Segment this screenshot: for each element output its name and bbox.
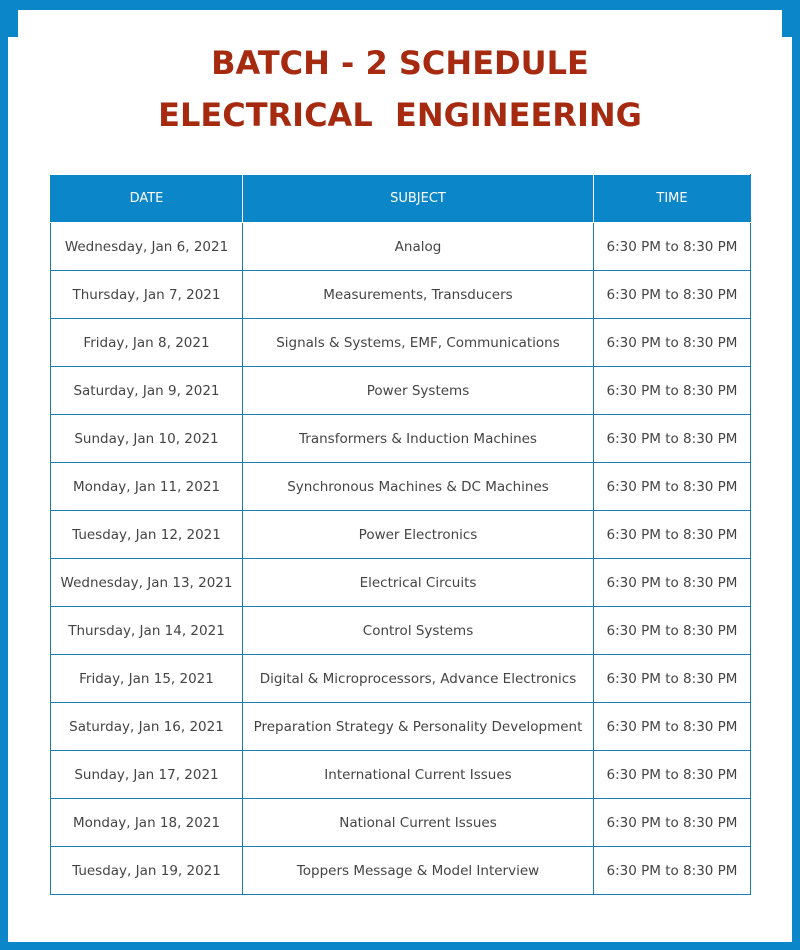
cell-date: Friday, Jan 15, 2021 <box>51 655 243 703</box>
table-header-row <box>51 175 751 223</box>
frame-bottom-bar <box>0 942 800 950</box>
page-subtitle: ELECTRICAL ENGINEERING <box>158 96 642 134</box>
cell-date: Monday, Jan 18, 2021 <box>51 799 243 847</box>
table-row <box>51 559 751 607</box>
card-edge-left <box>8 37 18 942</box>
table-row <box>51 271 751 319</box>
header-subject: SUBJECT <box>243 175 594 223</box>
cell-subject: Synchronous Machines & DC Machines <box>243 463 594 511</box>
cell-date: Thursday, Jan 7, 2021 <box>51 271 243 319</box>
cell-subject: Transformers & Induction Machines <box>243 415 594 463</box>
card-edge-right <box>782 37 792 942</box>
cell-subject: Power Electronics <box>243 511 594 559</box>
cell-date: Sunday, Jan 10, 2021 <box>51 415 243 463</box>
table-row <box>51 703 751 751</box>
table-row <box>51 847 751 895</box>
cell-time: 6:30 PM to 8:30 PM <box>594 463 751 511</box>
cell-subject: Control Systems <box>243 607 594 655</box>
cell-date: Sunday, Jan 17, 2021 <box>51 751 243 799</box>
cell-date: Wednesday, Jan 13, 2021 <box>51 559 243 607</box>
table-row <box>51 799 751 847</box>
table-row <box>51 607 751 655</box>
cell-date: Wednesday, Jan 6, 2021 <box>51 223 243 271</box>
cell-subject: Preparation Strategy & Personality Development <box>243 703 594 751</box>
cell-date: Saturday, Jan 9, 2021 <box>51 367 243 415</box>
page-title: BATCH - 2 SCHEDULE <box>211 44 589 82</box>
cell-time: 6:30 PM to 8:30 PM <box>594 751 751 799</box>
cell-time: 6:30 PM to 8:30 PM <box>594 847 751 895</box>
cell-date: Tuesday, Jan 12, 2021 <box>51 511 243 559</box>
schedule-table <box>50 174 751 895</box>
cell-time: 6:30 PM to 8:30 PM <box>594 223 751 271</box>
table-row <box>51 511 751 559</box>
table-row <box>51 319 751 367</box>
header-time: TIME <box>594 175 751 223</box>
cell-subject: National Current Issues <box>243 799 594 847</box>
cell-time: 6:30 PM to 8:30 PM <box>594 559 751 607</box>
cell-subject: Electrical Circuits <box>243 559 594 607</box>
cell-time: 6:30 PM to 8:30 PM <box>594 319 751 367</box>
cell-time: 6:30 PM to 8:30 PM <box>594 655 751 703</box>
cell-date: Monday, Jan 11, 2021 <box>51 463 243 511</box>
cell-subject: Analog <box>243 223 594 271</box>
cell-date: Tuesday, Jan 19, 2021 <box>51 847 243 895</box>
cell-subject: Measurements, Transducers <box>243 271 594 319</box>
cell-date: Thursday, Jan 14, 2021 <box>51 607 243 655</box>
table-row <box>51 223 751 271</box>
frame-right-bar <box>792 0 800 950</box>
cell-time: 6:30 PM to 8:30 PM <box>594 271 751 319</box>
cell-date: Friday, Jan 8, 2021 <box>51 319 243 367</box>
cell-subject: Toppers Message & Model Interview <box>243 847 594 895</box>
table-row <box>51 751 751 799</box>
table-row <box>51 415 751 463</box>
cell-time: 6:30 PM to 8:30 PM <box>594 367 751 415</box>
cell-subject: Digital & Microprocessors, Advance Electronics <box>243 655 594 703</box>
cell-date: Saturday, Jan 16, 2021 <box>51 703 243 751</box>
table-body <box>51 223 751 895</box>
cell-time: 6:30 PM to 8:30 PM <box>594 703 751 751</box>
table-row <box>51 367 751 415</box>
cell-subject: Power Systems <box>243 367 594 415</box>
table-row <box>51 463 751 511</box>
cell-time: 6:30 PM to 8:30 PM <box>594 415 751 463</box>
frame-left-bar <box>0 0 8 950</box>
cell-subject: Signals & Systems, EMF, Communications <box>243 319 594 367</box>
cell-time: 6:30 PM to 8:30 PM <box>594 607 751 655</box>
header-date: DATE <box>51 175 243 223</box>
table-row <box>51 655 751 703</box>
cell-subject: International Current Issues <box>243 751 594 799</box>
cell-time: 6:30 PM to 8:30 PM <box>594 799 751 847</box>
cell-time: 6:30 PM to 8:30 PM <box>594 511 751 559</box>
